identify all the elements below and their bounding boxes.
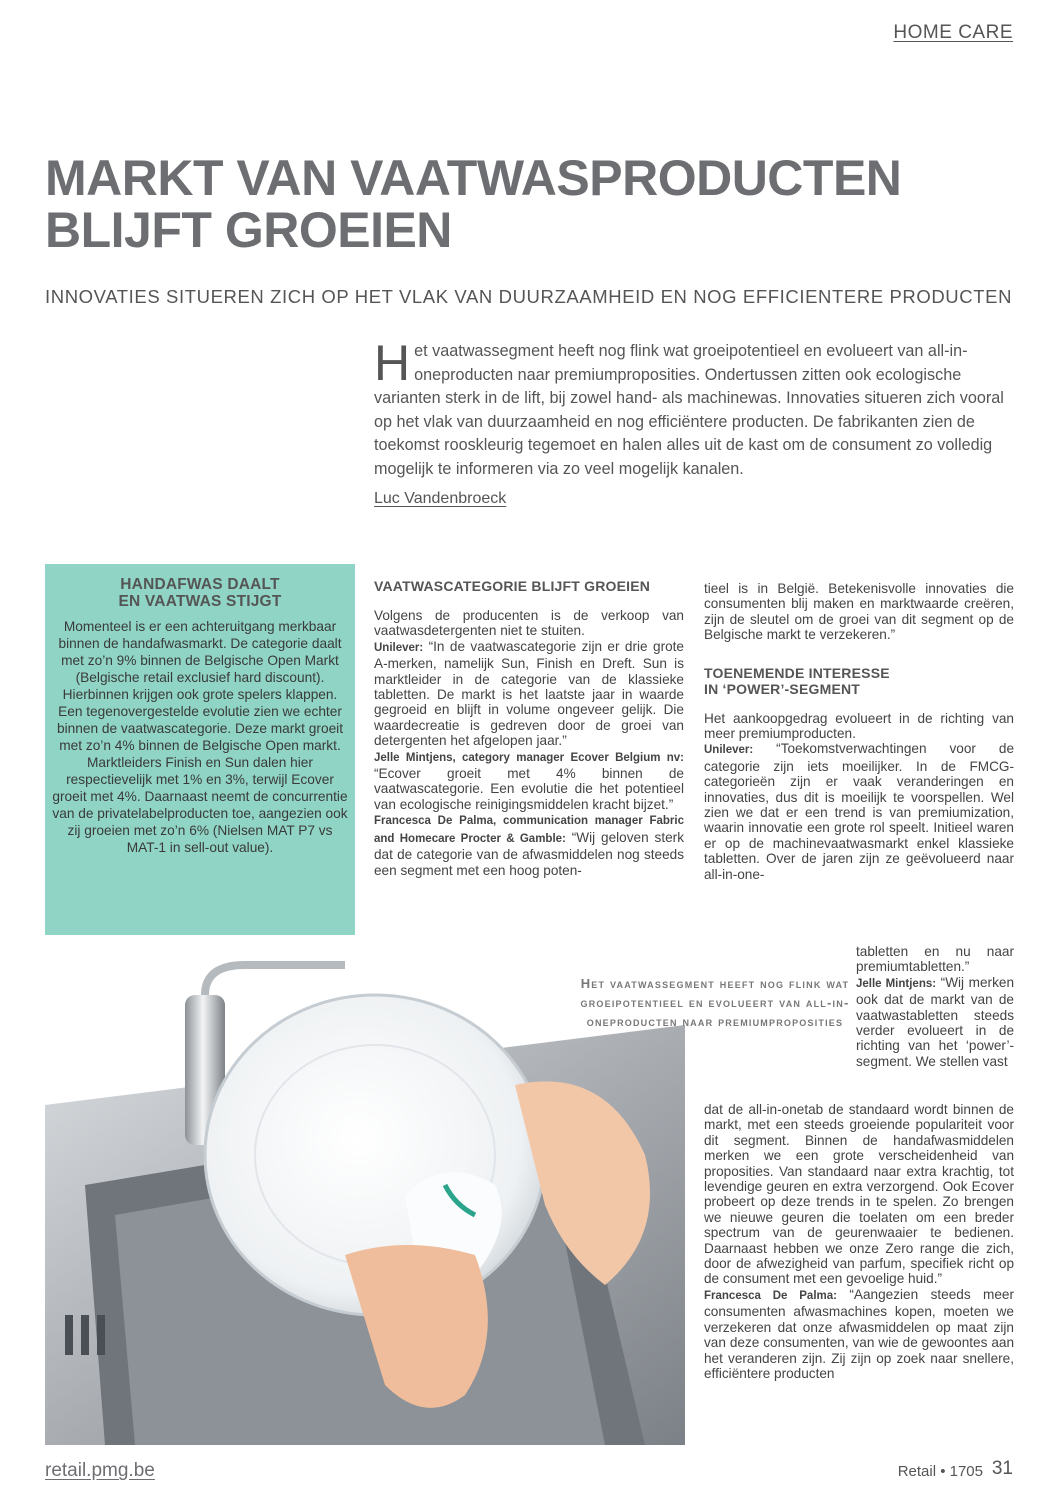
column1-paragraph: Volgens de producenten is de verkoop van vaatwasdetergenten niet te stuiten. — [374, 608, 684, 639]
headline-line-2: BLIJFT GROEIEN — [45, 202, 452, 258]
sidebar-text: Momenteel is er een achteruitgang merkbaar binnen de handafwasmarkt. De categorie daalt met zo’n 9% binnen de Belgische Open Markt (Belgische retail exclusief hard discount). Hierbinnen krijgen ook grote spelers klappen. Een tegenovergestelde evolutie zien we echter binnen de vaatwascategorie. Deze markt groeit met zo’n 4% binnen de Belgische Open markt. Marktleiders Finish en Sun dalen hier respectievelijk met 1% en 3%, terwijl Ecover groeit met 4%. Daarnaast neemt de concurrentie van de privatelabelproducten toe, aangezien ook zij groeien met zo’n 6% (Nielsen MAT P7 vs MAT-1 in sell-out value). — [52, 619, 348, 855]
speaker-label: Jelle Mintjens: — [856, 977, 937, 990]
column2-paragraph-2: Het aankoopgedrag evolueert in de richting van meer premiumproducten. — [704, 710, 1014, 742]
speaker-label: Francesca De Palma: — [704, 1289, 837, 1302]
quote-text: “Toekomstverwachtingen voor de categorie zijn iets moeilijker. In de FMCG-categorieën zijn er vaak veranderingen en innovaties, dus dit is moeilijk te voorspellen. Wel zien we dat er een trend is van premiumization, waarin innovatie een grote rol speelt. Initieel waren er op de machinevaatwasmarkt enkel klassieke tabletten. Over de jaren zijn ze geëvolueerd naar all-in-one- — [704, 741, 1014, 882]
sidebar-title-line-2: EN VAATWAS STIJGT — [118, 593, 282, 610]
column2-heading-line-2: IN ‘POWER’-SEGMENT — [704, 680, 861, 697]
column2-paragraph-1: tieel is in België. Betekenisvolle innovaties die consumenten blij maken en marktwaarde creëren, zijn de sleutel om de groei van dit segment op de Belgische markt te verzekeren.” — [704, 581, 1014, 643]
column3-quote — [704, 1287, 1014, 1381]
article-intro — [374, 335, 1014, 482]
quote-text: “Aangezien steeds meer consumenten afwasmachines kopen, moeten we verzekeren dat onze afwasmiddelen op maat zijn van deze consumenten, van wie de gewoontes aan het veranderen zijn. Zij zijn op zoek naar snellere, efficiëntere producten — [704, 1286, 1015, 1381]
column2-heading-line-1: TOENEMENDE INTERESSE — [704, 664, 890, 681]
headline-line-1: MARKT VAN VAATWASPRODUCTEN — [45, 150, 902, 206]
column2-heading — [704, 665, 1014, 697]
column2-quote-1 — [704, 741, 1014, 882]
author-byline: Luc Vandenbroeck — [374, 490, 507, 507]
page-number: 31 — [991, 1458, 1013, 1479]
quote-text: “Ecover groeit met 4% binnen de vaatwascategorie. Een evolutie die het potentieel van ecologische reinigingsmiddelen kracht bijzet.” — [374, 766, 684, 812]
intro-dropcap: H — [374, 335, 411, 391]
sidebar-title — [51, 576, 349, 610]
footer-website-link[interactable]: retail.pmg.be — [45, 1460, 155, 1481]
column1-heading: VAATWASCATEGORIE BLIJFT GROEIEN — [374, 578, 651, 594]
speaker-label: Jelle Mintjens, category manager Ecover Belgium nv: — [374, 751, 684, 764]
sidebar-box — [45, 564, 355, 935]
pull-quote: Het vaatwassegment heeft nog flink wat groeipotentieel en evolueert van all-in-oneproducten naar premiumproposities — [580, 976, 850, 1029]
article-subhead: INNOVATIES SITUEREN ZICH OP HET VLAK VAN DUURZAAMHEID EN NOG EFFICIENTERE PRODUCTEN — [45, 286, 1013, 307]
article-column-1 — [374, 578, 684, 878]
intro-text: et vaatwassegment heeft nog flink wat groeipotentieel en evolueert van all-in-oneproducten naar premiumproposities. Ondertussen zitten ook ecologische varianten sterk in de lift, bij zowel hand- als machinewas. Innovaties situeren zich vooral op het vlak van duurzaamheid en nog efficiëntere producten. De fabrikanten zien de toekomst rooskleurig tegemoet en halen alles uit de kast om de consument zo volledig mogelijk te informeren via zo veel mogelijk kanalen. — [374, 342, 1004, 478]
footer-issue: Retail • 1705 — [897, 1463, 983, 1480]
speaker-label: Francesca De Palma, communication manager Fabric and Homecare Procter & Gamble: — [374, 815, 684, 845]
column2-quote-2 — [856, 975, 1014, 1069]
column3-paragraph: dat de all-in-onetab de standaard wordt binnen de markt, met een steeds groeiende populariteit voor dit segment. Binnen de handafwasmiddelen merken we een grote verscheidenheid van proposities. Van standaard naar extra krachtig, tot levendige geuren en extra verzorgend. Ook Ecover probeert op deze trends in te spelen. Zo brengen we nieuwe geuren die toelaten om een breder spectrum van de geurenwaaier te bedienen. Daarnaast hebben we onze Zero range die zich, door de afwezigheid van parfum, specifiek richt op de consument met een gevoelige huid.” — [704, 1102, 1014, 1287]
column1-quote-1 — [374, 639, 684, 749]
quote-text: “Wij geloven sterk dat de categorie van de afwasmiddelen nog steeds een segment met een hoog poten- — [374, 829, 684, 878]
column1-quote-2 — [374, 749, 684, 813]
speaker-label: Unilever: — [704, 744, 754, 757]
quote-text: “Wij merken ook dat de markt van de vaatwastabletten steeds verder evolueert in de richting van het ‘power’-segment. We stellen vast — [856, 974, 1015, 1069]
column1-quote-3 — [374, 812, 684, 878]
article-column-2-narrow — [856, 944, 1014, 1069]
article-headline — [45, 152, 945, 256]
article-column-2 — [704, 581, 1014, 882]
column2-narrow-text: tabletten en nu naar premiumtabletten.” — [856, 944, 1014, 975]
article-column-3 — [704, 1102, 1014, 1381]
section-tag: HOME CARE — [893, 22, 1013, 43]
speaker-label: Unilever: — [374, 641, 424, 654]
sidebar-title-line-1: HANDAFWAS DAALT — [120, 576, 280, 593]
quote-text: “In de vaatwascategorie zijn er drie grote A-merken, namelijk Sun, Finish en Dreft. Sun is marktleider in de categorie van de klassieke tabletten. De markt is het laatste jaar in waarde gegroeid en blijft in volume ongeveer gelijk. Die waardecreatie is gedreven door de groei van detergenten het afgelopen jaar.” — [374, 638, 684, 749]
